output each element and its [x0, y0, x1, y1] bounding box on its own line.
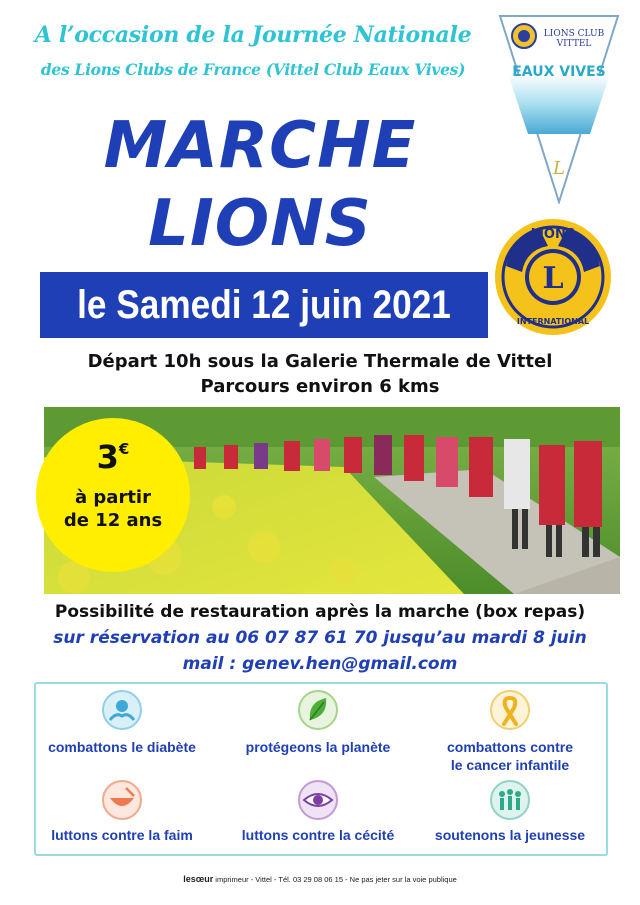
price-amount	[36, 438, 190, 476]
emblem-top-text: LIONS	[530, 227, 576, 242]
emblem-letter: L	[542, 261, 564, 296]
reservation-info: sur réservation au 06 07 87 61 70 jusqu’au mardi 8 juin	[53, 628, 587, 648]
price-condition-line2: de 12 ans	[63, 510, 163, 531]
pennant-club-line1: LIONS CLUB	[543, 29, 605, 39]
hunger-bowl-icon	[102, 780, 142, 820]
pennant-monogram: L	[553, 158, 565, 179]
cause-hunger-label: luttons contre la faim	[51, 827, 193, 843]
cause-youth-label: soutenons la jeunesse	[434, 827, 586, 843]
price-value: 3	[96, 438, 119, 476]
eaux-vives-pennant-logo	[498, 14, 620, 204]
ribbon-icon	[490, 690, 530, 730]
cause-cancer-label-line2: le cancer infantile	[450, 757, 570, 773]
price-condition-line1: à partir	[75, 487, 151, 508]
route-distance-info: Parcours environ 6 kms	[200, 376, 440, 397]
title-line-1: MARCHE	[103, 109, 417, 183]
leaf-icon	[298, 690, 338, 730]
catering-info: Possibilité de restauration après la marche (box repas)	[54, 602, 586, 622]
diabetes-icon	[102, 690, 142, 730]
currency-symbol: €	[118, 440, 130, 458]
printer-name: lesœur	[183, 874, 214, 884]
printer-suffix: imprimeur	[213, 875, 249, 884]
emblem-bottom-text: INTERNATIONAL	[516, 317, 590, 326]
occasion-heading: A l’occasion de la Journée Nationale	[34, 22, 472, 48]
event-date: le Samedi 12 juin 2021	[77, 283, 451, 327]
title-line-2: LIONS	[148, 187, 372, 261]
printer-footer	[0, 874, 640, 884]
contact-email: mail : genev.hen@gmail.com	[182, 654, 458, 674]
pennant-club-line2: VITTEL	[556, 39, 592, 49]
occasion-subheading: des Lions Clubs de France (Vittel Club Eaux Vives)	[40, 60, 466, 79]
cause-diabetes-label: combattons le diabète	[48, 739, 196, 755]
cause-planet-label: protégeons la planète	[245, 739, 391, 755]
footer-details: - Vittel - Tél. 03 29 08 06 15 - Ne pas jeter sur la voie publique	[248, 875, 457, 884]
lions-international-emblem	[492, 216, 614, 338]
eye-icon	[298, 780, 338, 820]
youth-icon	[490, 780, 530, 820]
cause-blindness-label: luttons contre la cécité	[241, 827, 395, 843]
cause-cancer-label-line1: combattons contre	[446, 739, 573, 755]
pennant-banner: EAUX VIVES	[512, 64, 606, 80]
departure-info: Départ 10h sous la Galerie Thermale de Vittel	[87, 351, 553, 372]
